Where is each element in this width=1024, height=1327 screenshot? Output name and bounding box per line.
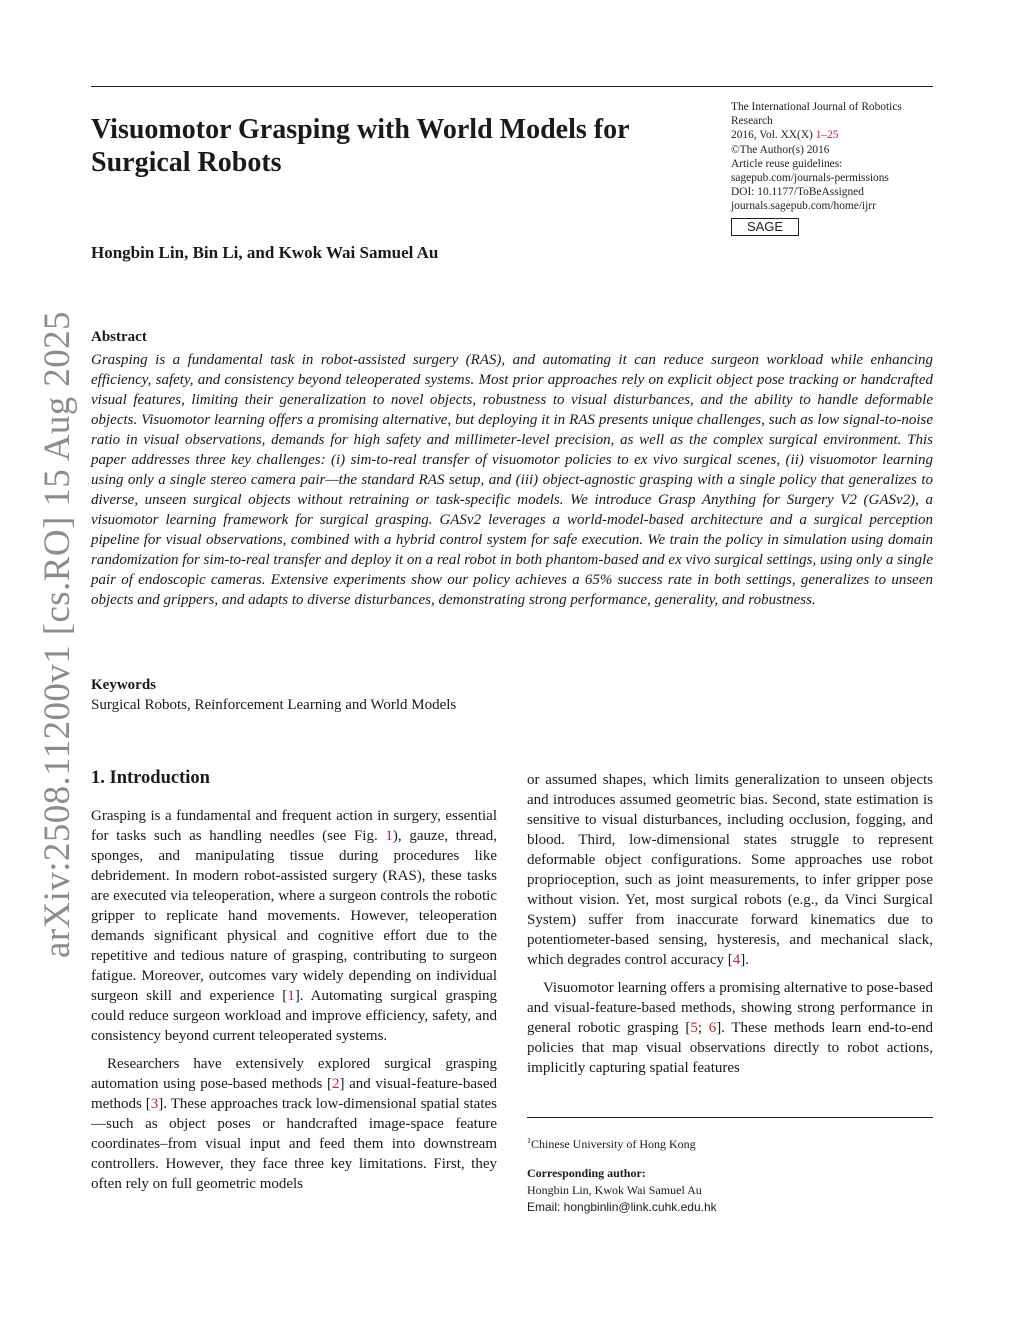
intro-paragraph-4	[527, 978, 933, 1078]
journal-info	[731, 100, 941, 236]
corresponding-author	[527, 1165, 933, 1216]
citation-link[interactable]: 4	[732, 952, 741, 968]
text-run: Researchers have extensively explored surgical grasping automation using pose-based methods [	[91, 1056, 497, 1092]
arxiv-watermark: arXiv:2508.11200v1 [cs.RO] 15 Aug 2025	[37, 311, 78, 958]
text-run: ]. These approaches track low-dimensional spatial states—such as object poses or handcrafted image-space feature coordinates–from visual input and feed them into downstream controllers. However, they face three key limitations. First, they often rely on full geometric models	[91, 1096, 498, 1192]
citation-link[interactable]: 3	[150, 1096, 159, 1112]
text-run: ;	[697, 1020, 709, 1036]
text-run: ), gauze, thread, sponges, and manipulating tissue during procedures like debridement. In modern robot-assisted surgery (RAS), these tasks are executed via teleoperation, where a surgeon controls the robotic gripper to replicate hand movements. However, teleoperation demands significant physical and cognitive effort due to the repetitive and tedious nature of grasping, contributing to surgeon fatigue. Moreover, outcomes vary widely depending on individual surgeon skill and experience [	[91, 828, 498, 1004]
text-run: ]. Automating surgical grasping could reduce surgeon workload and improve efficiency, safety, and consistency beyond current teleoperated systems.	[91, 988, 497, 1044]
corresponding-names: Hongbin Lin, Kwok Wai Samuel Au	[527, 1183, 702, 1197]
footnote-rule	[527, 1117, 933, 1118]
abstract-text: Grasping is a fundamental task in robot-assisted surgery (RAS), and automating it can reduce surgeon workload while enhancing efficiency, safety, and consistency beyond teleoperated systems. Most prior approaches rely on explicit object pose tracking or handcrafted visual features, limiting their generalization to novel objects, robustness to visual disturbances, and the ability to handle deformable objects. Visuomotor learning offers a promising alternative, but deploying it in RAS presents unique challenges, such as low signal-to-noise ratio in visual observations, demands for high safety and millimeter-level precision, as well as the complex surgical environment. This paper addresses three key challenges: (i) sim-to-real transfer of visuomotor policies to ex vivo surgical scenes, (ii) visuomotor learning using only a single stereo camera pair—the standard RAS setup, and (iii) object-agnostic grasping with a single policy that generalizes to diverse, unseen surgical objects without retraining or task-specific models. We introduce Grasp Anything for Surgery V2 (GASv2), a visuomotor learning framework for surgical grasping. GASv2 leverages a world-model-based architecture and a surgical perception pipeline for visual observations, combined with a hybrid control system for safe execution. We train the policy in simulation using domain randomization for sim-to-real transfer and deploy it on a real robot in both phantom-based and ex vivo surgical settings, using only a single pair of endoscopic cameras. Extensive experiments show our policy achieves a 65% success rate in both settings, generalizes to unseen objects and grippers, and adapts to diverse disturbances, demonstrating strong performance, generality, and robustness.	[91, 352, 933, 608]
affiliation-text: Chinese University of Hong Kong	[531, 1137, 696, 1151]
text-run: ] and visual-feature-based methods [	[91, 1076, 497, 1112]
left-column	[91, 806, 497, 1194]
keywords-text: Surgical Robots, Reinforcement Learning and World Models	[91, 697, 457, 713]
top-rule	[91, 86, 933, 87]
citation-link[interactable]: 1	[287, 988, 295, 1004]
citation-link[interactable]: 6	[708, 1020, 717, 1036]
journal-name-line2: Research	[731, 115, 773, 128]
right-column	[527, 770, 933, 1078]
journal-copyright: ©The Author(s) 2016	[731, 143, 830, 156]
journal-reuse-label: Article reuse guidelines:	[731, 157, 843, 170]
intro-paragraph-2	[91, 1054, 497, 1194]
corresponding-label: Corresponding author:	[527, 1166, 646, 1180]
author-list: Hongbin Lin, Bin Li, and Kwok Wai Samuel Au	[91, 243, 439, 262]
corresponding-email[interactable]: Email: hongbinlin@link.cuhk.edu.hk	[527, 1200, 717, 1214]
text-run: ]. These methods learn end-to-end policies that map visual observations directly to robot actions, implicitly capturing spatial features	[527, 1020, 933, 1076]
text-run: Visuomotor learning offers a promising alternative to pose-based and visual-feature-based methods, showing strong performance in general robotic grasping [	[527, 980, 933, 1036]
journal-pages-link[interactable]: 1–25	[815, 129, 839, 142]
text-run: ].	[740, 952, 749, 968]
figure-ref-link[interactable]: 1	[385, 828, 393, 844]
keywords-heading: Keywords	[91, 677, 156, 693]
intro-paragraph-3	[527, 770, 933, 970]
journal-name-line1: The International Journal of Robotics	[731, 101, 902, 113]
journal-doi: DOI: 10.1177/ToBeAssigned	[731, 186, 864, 199]
footnote-mark: 1	[527, 1136, 531, 1145]
citation-link[interactable]: 2	[331, 1076, 340, 1092]
text-run: or assumed shapes, which limits generalization to unseen objects and introduces assumed geometric bias. Second, state estimation is sensitive to visual disturbances, including occlusion, fogging, and blood. Third, low-dimensional states struggle to represent deformable object configurations. Some approaches use robot proprioception, such as joint measurements, to infer gripper pose without vision. Yet, most surgical robots (e.g., da Vinci Surgical System) suffer from inaccurate forward kinematics due to potentiometer-based sensing, hysteresis, and mechanical slack, which degrades control accuracy [	[527, 772, 933, 968]
text-run: Grasping is a fundamental and frequent action in surgery, essential for tasks such as handling needles (see Fig.	[91, 808, 497, 844]
affiliation-footnote	[527, 1133, 933, 1152]
journal-reuse-url: sagepub.com/journals-permissions	[731, 172, 889, 185]
intro-paragraph-1	[91, 806, 497, 1046]
sage-logo: SAGE	[731, 218, 799, 236]
section-heading-introduction: 1. Introduction	[91, 768, 210, 788]
paper-title: Visuomotor Grasping with World Models for Surgical Robots	[91, 114, 630, 178]
abstract-heading: Abstract	[91, 329, 147, 345]
citation-link[interactable]: 5	[690, 1020, 698, 1036]
journal-volume-prefix: 2016, Vol. XX(X)	[731, 129, 816, 142]
journal-homepage: journals.sagepub.com/home/ijrr	[731, 200, 876, 213]
journal-volume	[731, 128, 941, 142]
